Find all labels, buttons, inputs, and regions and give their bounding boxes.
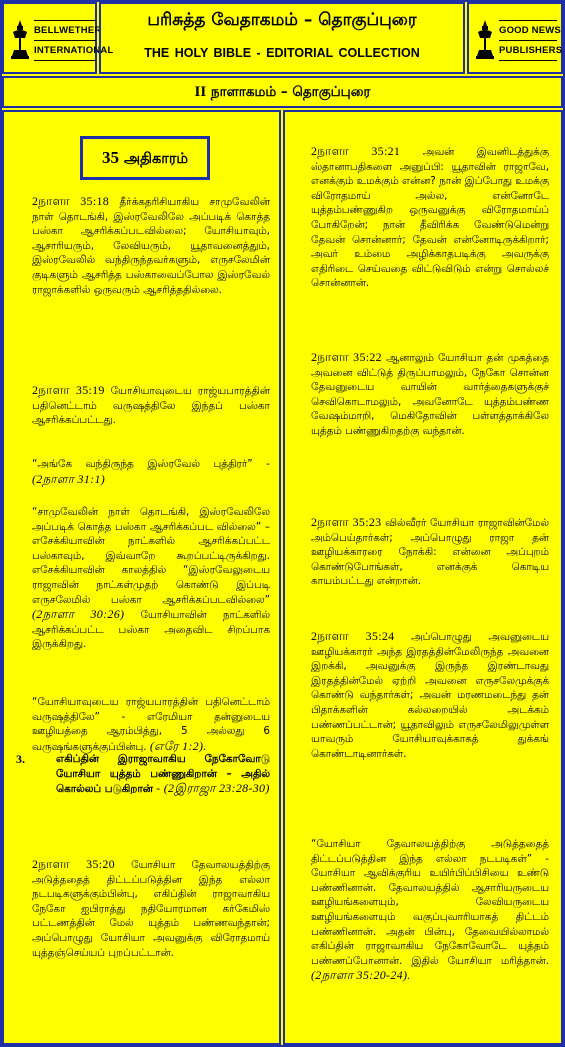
quote-text: “அங்கே வந்திருந்த இஸ்ரவேல் புத்திரர்” - <box>32 458 270 470</box>
commentary-text: “சாமுவேலின் நாள் தொடங்கி, இஸ்ரவேலிலே அப்படிக் கொத்த பஸ்கா ஆசரிக்கப்பட வில்லை” – எசேக்கியாவின் நாட்களில் ஆசரிக்கப்பட்ட பஸ்காவும், இவ்வாறே கூறப்பட்டிருக்கிறது. எசேக்கியாவின் காலத்தில் “இஸ்ரவேலுடைய ராஜாவின் நாட்கள்முதற் கொண்டு இப்படி எருசலேமில் பஸ்கா ஆசரிக்கப்படவில்லை” <box>32 506 270 606</box>
lamp-icon <box>475 18 495 62</box>
cross-ref: (2நாளா 35:20-24). <box>311 968 411 983</box>
commentary-paragraph <box>32 457 270 487</box>
logo-line: BELLWETHER <box>34 21 96 41</box>
right-column <box>283 110 563 1045</box>
chapter-heading <box>80 136 210 180</box>
section-number: 3. <box>16 752 25 766</box>
verse-paragraph <box>32 194 270 297</box>
verse-text: யோசியாவுடைய ராஜ்யபாரத்தின் பதினெட்டாம் வருஷத்திலே இந்தப் பஸ்கா ஆசரிக்கப்பட்டது. <box>32 385 270 427</box>
verse-ref: 2நாளா 35:18 <box>32 194 110 208</box>
commentary-text: யோசியாவின் நாட்களில் ஆசரிக்கப்பட்ட பஸ்கா அதைவிட சிறப்பாக இருக்கிறது. <box>32 609 270 651</box>
commentary-paragraph <box>32 505 270 652</box>
verse-ref: 2நாளா 35:23 <box>311 515 382 529</box>
logo-line: PUBLISHERS <box>499 45 563 56</box>
logo-text-left <box>34 20 114 61</box>
chapter-number: 35 <box>101 148 119 167</box>
title-english: THE HOLY BIBLE - EDITORIAL COLLECTION <box>144 46 420 60</box>
verse-text: ஆனாலும் யோசியா தன் முகத்தை அவனை விட்டுத் திருப்பாமலும், நேகோ சொன்ன தேவனுடைய வாயின் வார்த்தைகளுக்குச் செவிகொடாமலும், அவனோடே யுத்தம்பண்ண வேஷம்மாறி, மெகிதோவின் பள்ளத்தாக்கிலே யுத்தம் பண்ணுகிறதற்கு வந்தான். <box>311 352 549 437</box>
verse-paragraph <box>32 857 270 960</box>
left-column <box>2 110 281 1045</box>
bellwether-logo <box>10 14 114 64</box>
cross-ref: (2நாளா 30:26) <box>32 607 125 622</box>
verse-text: தீர்க்கதரிசியாகிய சாமுவேலின் நாள் தொடங்கி, இஸ்ரவேலிலே அப்படிக் கொத்த பஸ்கா ஆசரிக்கப்படவில்லை; யோசியாவும், ஆசாரியரும், லேவியரும், யூதாவனைத்தும், இஸ்ரவேலில் வந்திருந்தவர்களும், எருசலேமின் குடிகளும் ஆசரித்த பஸ்காவைப்போல இஸ்ரவேல் ராஜாக்களில் ஒருவரும் ஆசரித்ததில்லை. <box>32 196 270 296</box>
logo-text-right <box>499 20 563 61</box>
commentary-paragraph <box>311 837 549 984</box>
verse-paragraph <box>311 144 549 291</box>
good-news-logo <box>475 14 563 64</box>
commentary-text: “யோசியா தேவாலயத்திற்கு அடுத்ததைத் திட்டப்படுத்தின இந்த எல்லா நடபடிகள்” - யோசியா ஆவிக்குரிய உயிர்பிப்பிசியை உண்டு பண்ணினான். தேவாலயத்தில் ஆசாரியருடைய ஊழியங்களையும், லேவியருடைய ஊழியங்களையும் வகுப்புவாரியாகத் திட்டம் பண்ணினான். அதன் பின்பு, தேவையில்லாமல் எகிப்தின் ராஜாவாகிய நேகோவோடே யுத்தம் பண்ணப்போனான். இதில் யோசியா மரித்தான். <box>311 838 549 967</box>
verse-paragraph <box>32 383 270 428</box>
header-right-logo-box <box>467 2 563 74</box>
verse-ref: 2நாளா 35:21 <box>311 144 401 158</box>
verse-paragraph <box>311 629 549 761</box>
verse-ref: 2நாளா 35:19 <box>32 383 105 397</box>
verse-paragraph <box>311 515 549 589</box>
verse-ref: 2நாளா 35:22 <box>311 350 382 364</box>
chapter-label: அதிகாரம் <box>118 151 189 167</box>
header-left-logo-box <box>2 2 114 74</box>
verse-paragraph <box>311 350 549 439</box>
verse-text: அப்பொழுது அவனுடைய ஊழியக்காரர் அந்த இரதத்தின்மேலிருந்த அவனை இறக்கி, அவனுக்கு இருந்த இரண்டாவது இரதத்தின்மேல் ஏற்றி அவனை எருசலேமுக்குக் கொண்டு வந்தார்கள்; அவன் மரணமடைந்து தன் பிதாக்களின் கல்லறையில் அடக்கம் பண்ணப்பட்டான்; யூதாவிலும் எருசலேமிலுமுள்ள யாவரும் யோசியாவுக்காகத் துக்கங் கொண்டாடினார்கள். <box>311 631 549 760</box>
logo-line: INTERNATIONAL <box>34 45 114 56</box>
book-roman-numeral: II <box>194 84 207 100</box>
logo-line: GOOD NEWS <box>499 21 557 41</box>
section-heading <box>56 752 270 797</box>
verse-ref: 2நாளா 35:20 <box>32 857 115 871</box>
commentary-text: “யோசியாவுடைய ராஜ்யபாரத்தின் பதினெட்டாம் வருஷத்திலே” - எரேமியா தன்னுடைய ஊழியத்தை ஆரம்பித்து, 5 அல்லது 6 வருஷங்களுக்குப்பின்பு. <box>32 696 270 753</box>
book-subheader-text: நாளாகமம் – தொகுப்புரை <box>206 84 371 100</box>
cross-ref: (2நாளா 31:1) <box>32 471 106 486</box>
commentary-paragraph <box>32 695 270 754</box>
verse-ref: 2நாளா 35:24 <box>311 629 395 643</box>
verse-text: அவன் இவனிடத்துக்கு ஸ்தானாபதிகளை அனுப்பி: யூதாவின் ராஜாவே, எனக்கும் உமக்கும் என்ன? நான் இப்போது உமக்கு விரோதமாய் அல்ல, என்னோடே யுத்தம்பண்ணுகிற ஒருவனுக்கு விரோதமாய்ப் போகிறேன்; நான் தீவிரிக்க வேண்டுமென்று தேவன் சொன்னார்; தேவன் என்னோடிருக்கிறார்; அவர் உம்மை அழிக்காதபடிக்கு அவருக்கு எதிரிடை செய்வதை விட்டுவிடும் என்று சொல்லச் சொன்னான். <box>311 146 549 290</box>
title-tamil: பரிசுத்த வேதாகமம் – தொகுப்புரை <box>147 10 417 30</box>
book-subheader <box>2 76 563 108</box>
lamp-icon <box>10 18 30 62</box>
section-heading-text: எகிப்தின் இராஜாவாகிய நேகோவோடு யோசியா யுத்தம் பண்ணுகிறான் – அதில் கொல்லப் படுகிறான் <box>56 753 270 796</box>
verse-text: வில்வீரர் யோசியா ராஜாவின்மேல் அம்பெய்தார்கள்; அப்பொழுது ராஜா தன் ஊழியக்காரரை நோக்கி: என்னை அப்புறம் கொண்டுபோங்கள், எனக்குக் கொடிய காயம்பட்டது என்றான். <box>311 517 549 588</box>
header-title-box <box>99 2 465 74</box>
cross-ref: (எரே 1:2). <box>149 738 207 753</box>
cross-ref: - (2இராஜா 23:28-30) <box>152 781 270 796</box>
verse-text: யோசியா தேவாலயத்திற்கு அடுத்ததைத் திட்டப்படுத்தின இந்த எல்லா நடபடிகளுக்கும்பின்பு, எகிப்தின் ராஜாவாகிய நேகோ ஐபிராத்து நதியோரமான கர்கேமிஸ் பட்டணத்தின் மேல் யுத்தம் பண்ணவந்தான்; அப்பொழுது யோசியா அவனுக்கு விரோதமாய் யுத்தஞ்செய்யப் புறப்பட்டான். <box>32 859 270 959</box>
